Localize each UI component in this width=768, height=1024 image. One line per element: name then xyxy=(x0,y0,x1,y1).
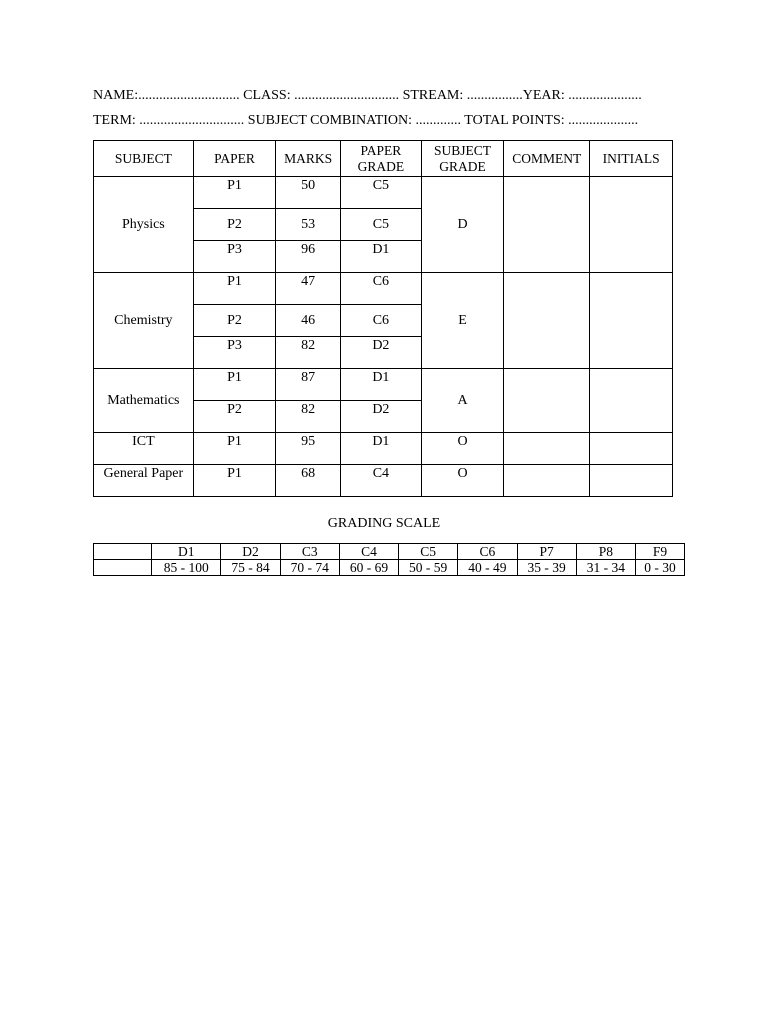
paper-cell: P2 xyxy=(193,401,276,433)
paper-cell: P2 xyxy=(193,305,276,337)
marks-cell: 82 xyxy=(276,337,341,369)
total-points-field: TOTAL POINTS: .................... xyxy=(464,113,639,128)
range-row xyxy=(94,560,685,576)
marks-cell: 96 xyxy=(276,241,341,273)
paper-grade-cell: D2 xyxy=(341,337,422,369)
marks-cell: 87 xyxy=(276,369,341,401)
marks-cell: 50 xyxy=(276,177,341,209)
subject-name: Physics xyxy=(94,177,194,273)
range-cell: 60 - 69 xyxy=(339,560,398,576)
grade-cell: F9 xyxy=(635,544,684,560)
marks-cell: 47 xyxy=(276,273,341,305)
header-line-1 xyxy=(93,88,642,104)
marks-cell: 95 xyxy=(276,433,341,465)
grade-cell: C3 xyxy=(280,544,339,560)
table-row xyxy=(94,273,673,305)
grade-cell: C5 xyxy=(399,544,458,560)
stream-year-field: STREAM: ................YEAR: ..................... xyxy=(402,88,642,103)
range-cell: 0 - 30 xyxy=(635,560,684,576)
subject-grade: O xyxy=(421,433,504,465)
col-paper-grade: PAPER GRADE xyxy=(341,141,422,177)
col-subject: SUBJECT xyxy=(94,141,194,177)
paper-cell: P1 xyxy=(193,433,276,465)
grade-row xyxy=(94,544,685,560)
subject-grade: E xyxy=(421,273,504,369)
col-paper: PAPER xyxy=(193,141,276,177)
comment-cell xyxy=(504,273,590,369)
comment-cell xyxy=(504,177,590,273)
subject-grade: A xyxy=(421,369,504,433)
grade-cell: C6 xyxy=(458,544,517,560)
paper-cell: P1 xyxy=(193,273,276,305)
range-cell: 50 - 59 xyxy=(399,560,458,576)
subject-name: Mathematics xyxy=(94,369,194,433)
marks-cell: 53 xyxy=(276,209,341,241)
initials-cell xyxy=(590,273,673,369)
initials-cell xyxy=(590,465,673,497)
initials-cell xyxy=(590,369,673,433)
col-subject-grade: SUBJECT GRADE xyxy=(421,141,504,177)
initials-cell xyxy=(590,433,673,465)
col-comment: COMMENT xyxy=(504,141,590,177)
subject-grade: D xyxy=(421,177,504,273)
table-row xyxy=(94,177,673,209)
blank-cell xyxy=(94,544,152,560)
col-initials: INITIALS xyxy=(590,141,673,177)
grading-scale-table xyxy=(93,543,685,576)
paper-grade-cell: D1 xyxy=(341,241,422,273)
paper-grade-cell: C6 xyxy=(341,305,422,337)
blank-cell xyxy=(94,560,152,576)
comment-cell xyxy=(504,369,590,433)
grade-cell: C4 xyxy=(339,544,398,560)
subject-combination-field: SUBJECT COMBINATION: ............. xyxy=(247,113,462,128)
marks-cell: 68 xyxy=(276,465,341,497)
paper-grade-cell: D1 xyxy=(341,433,422,465)
range-cell: 35 - 39 xyxy=(517,560,576,576)
grade-cell: D1 xyxy=(152,544,221,560)
marks-cell: 82 xyxy=(276,401,341,433)
class-field: CLASS: .............................. xyxy=(243,88,400,103)
name-field: NAME:............................. xyxy=(93,88,240,103)
grade-cell: P7 xyxy=(517,544,576,560)
paper-grade-cell: C5 xyxy=(341,177,422,209)
paper-cell: P1 xyxy=(193,465,276,497)
results-table xyxy=(93,140,673,497)
paper-cell: P2 xyxy=(193,209,276,241)
marks-cell: 46 xyxy=(276,305,341,337)
paper-grade-cell: D2 xyxy=(341,401,422,433)
table-row xyxy=(94,465,673,497)
grade-cell: P8 xyxy=(576,544,635,560)
paper-cell: P3 xyxy=(193,337,276,369)
subject-name: General Paper xyxy=(94,465,194,497)
grade-cell: D2 xyxy=(221,544,280,560)
grading-scale-title: GRADING SCALE xyxy=(327,516,441,531)
paper-grade-cell: D1 xyxy=(341,369,422,401)
paper-grade-cell: C6 xyxy=(341,273,422,305)
subject-grade: O xyxy=(421,465,504,497)
paper-cell: P1 xyxy=(193,369,276,401)
subject-name: ICT xyxy=(94,433,194,465)
paper-cell: P3 xyxy=(193,241,276,273)
range-cell: 75 - 84 xyxy=(221,560,280,576)
paper-grade-cell: C5 xyxy=(341,209,422,241)
range-cell: 85 - 100 xyxy=(152,560,221,576)
paper-cell: P1 xyxy=(193,177,276,209)
table-row xyxy=(94,433,673,465)
comment-cell xyxy=(504,465,590,497)
term-field: TERM: .............................. xyxy=(93,113,245,128)
table-row xyxy=(94,369,673,401)
range-cell: 70 - 74 xyxy=(280,560,339,576)
results-header-row xyxy=(94,141,673,177)
subject-name: Chemistry xyxy=(94,273,194,369)
range-cell: 31 - 34 xyxy=(576,560,635,576)
paper-grade-cell: C4 xyxy=(341,465,422,497)
col-marks: MARKS xyxy=(276,141,341,177)
initials-cell xyxy=(590,177,673,273)
comment-cell xyxy=(504,433,590,465)
header-line-2 xyxy=(93,113,638,129)
range-cell: 40 - 49 xyxy=(458,560,517,576)
